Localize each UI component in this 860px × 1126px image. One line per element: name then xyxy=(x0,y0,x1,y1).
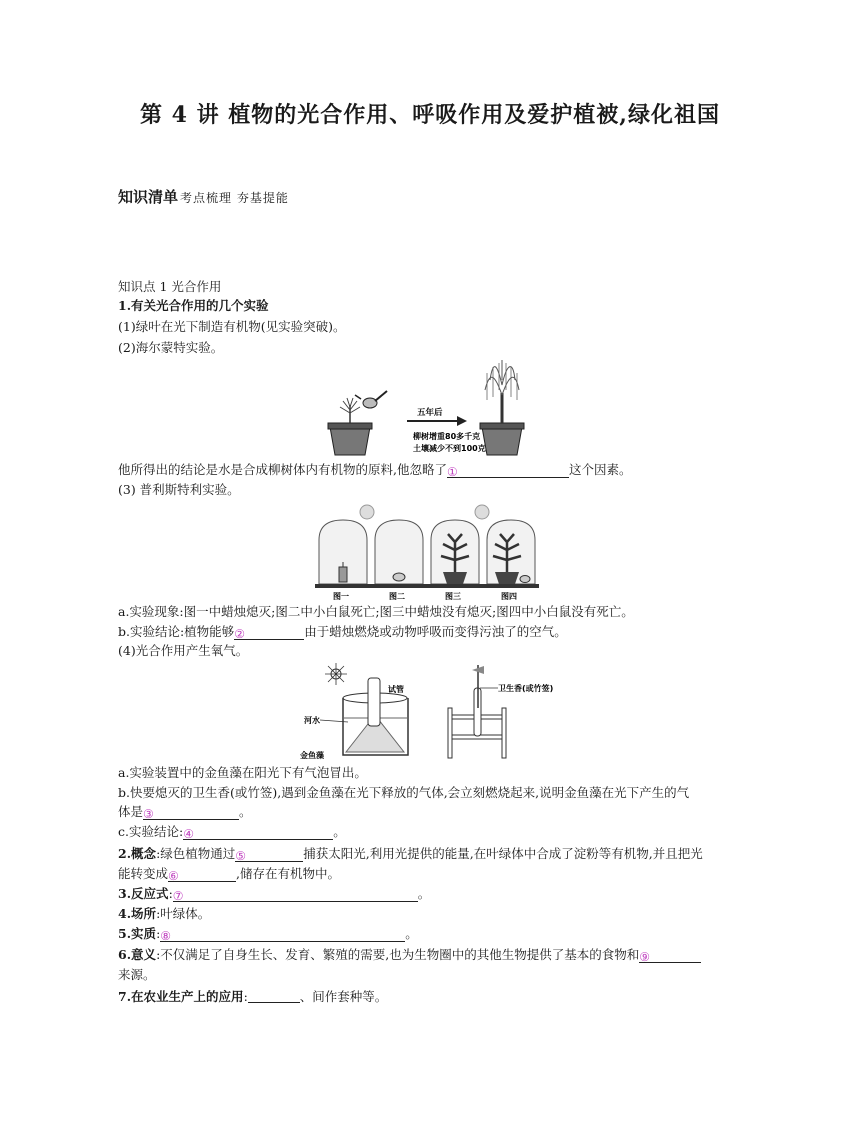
essence-suffix: 。 xyxy=(405,926,418,941)
conclusion-suffix: 。 xyxy=(333,824,346,839)
answer-blank-9[interactable] xyxy=(639,948,701,963)
concept-line-1 xyxy=(118,845,703,863)
application-suffix: 、间作套种等。 xyxy=(299,989,388,1004)
page-title: 第 4 讲 植物的光合作用、呼吸作用及爱护植被,绿化祖国 xyxy=(140,102,720,128)
concept-text: 捕获太阳光,利用光提供的能量,在叶绿体中合成了淀粉等有机物,并且把光 xyxy=(303,846,703,861)
application-label: 7.在农业生产上的应用 xyxy=(118,989,244,1004)
answer-blank-4[interactable] xyxy=(183,825,333,840)
watering-can-icon xyxy=(355,391,387,408)
arrow-label: 五年后 xyxy=(417,408,443,418)
blank-number-8: ⑧ xyxy=(160,929,172,943)
concept-label: 2.概念 xyxy=(118,846,157,861)
concept-suffix: ,储存在有机物中。 xyxy=(236,866,340,881)
label-water: 河水 xyxy=(304,716,320,725)
location-text: :叶绿体。 xyxy=(156,906,211,921)
essence-label: 5.实质 xyxy=(118,926,157,941)
helmont-conclusion xyxy=(118,461,632,479)
experiment-3-text: (3) 普利斯特利实验。 xyxy=(118,482,240,497)
oxygen-observation: a.实验装置中的金鱼藻在阳光下有气泡冒出。 xyxy=(118,765,367,780)
helmont-experiment-figure xyxy=(325,355,525,460)
concept-line-2 xyxy=(118,865,340,883)
helmont-result-1: 柳树增重80多千克 xyxy=(413,432,481,441)
essence-line xyxy=(118,925,418,943)
figure-label-1: 图一 xyxy=(333,592,349,601)
conclusion-text: 他所得出的结论是水是合成柳树体内有机物的原料,他忽略了 xyxy=(118,462,447,477)
conclusion-suffix: 这个因素。 xyxy=(568,462,632,477)
priestley-experiment-figure xyxy=(315,502,550,602)
gas-suffix: 。 xyxy=(239,804,252,819)
willow-tree-pot xyxy=(480,360,524,455)
answer-blank-7[interactable] xyxy=(173,887,418,902)
equation-line xyxy=(118,885,430,903)
gas-prefix: 体是 xyxy=(118,804,144,819)
location-line xyxy=(118,905,210,923)
conclusion-prefix: c.实验结论: xyxy=(118,824,184,839)
equation-colon: : xyxy=(168,886,173,901)
concept-prefix: :绿色植物通过 xyxy=(156,846,236,861)
label-algae: 金鱼藻 xyxy=(300,751,324,760)
blank-number-6: ⑥ xyxy=(168,869,179,883)
conclusion-suffix: 由于蜡烛燃烧或动物呼吸而变得污浊了的空气。 xyxy=(304,624,567,639)
section-subtitle: 考点梳理 夯基提能 xyxy=(180,191,289,205)
equation-suffix: 。 xyxy=(417,886,431,901)
significance-label: 6.意义 xyxy=(118,947,157,962)
oxygen-gas xyxy=(118,803,252,821)
figure-label-4: 图四 xyxy=(501,592,517,601)
concept-prefix-2: 能转变成 xyxy=(118,866,169,881)
sun-icon xyxy=(360,505,489,519)
bell-jar-1 xyxy=(319,520,367,584)
priestley-conclusion xyxy=(118,623,567,641)
answer-blank-8[interactable] xyxy=(160,927,405,942)
oxygen-conclusion xyxy=(118,823,346,841)
section-header xyxy=(118,186,289,207)
bell-jar-3 xyxy=(431,520,479,584)
oxygen-experiment-figure xyxy=(298,660,588,762)
application-line xyxy=(118,988,387,1006)
figure-label-2: 图二 xyxy=(389,592,405,601)
sun-icon xyxy=(325,663,347,685)
priestley-phenomenon: a.实验现象:图一中蜡烛熄灭;图二中小白鼠死亡;图三中蜡烛没有熄灭;图四中小白鼠没有死亡。 xyxy=(118,604,634,619)
answer-blank-6[interactable] xyxy=(168,867,236,882)
equation-label: 3.反应式 xyxy=(118,886,169,901)
blank-number-2: ② xyxy=(234,627,245,641)
blank-number-4: ④ xyxy=(183,827,194,841)
section-title: 知识清单 xyxy=(118,188,179,206)
heading-experiments: 1.有关光合作用的几个实验 xyxy=(118,298,269,313)
application-colon: : xyxy=(243,989,248,1004)
bell-jar-2 xyxy=(375,520,423,584)
significance-line-2: 来源。 xyxy=(118,967,156,982)
answer-blank-1[interactable] xyxy=(447,463,569,478)
blank-number-5: ⑤ xyxy=(235,849,247,863)
blank-number-9: ⑨ xyxy=(639,950,651,964)
significance-line-1 xyxy=(118,946,701,964)
experiment-1-text: (1)绿叶在光下制造有机物(见实验突破)。 xyxy=(118,319,346,334)
bell-jar-4 xyxy=(487,520,535,584)
figure-label-3: 图三 xyxy=(445,592,461,601)
location-label: 4.场所 xyxy=(118,906,157,921)
helmont-result-2: 土壤减少不到100克 xyxy=(413,444,486,453)
label-test-tube: 试管 xyxy=(388,685,404,694)
knowledge-point-heading: 知识点 1 光合作用 xyxy=(118,279,222,294)
significance-text: :不仅满足了自身生长、发育、繁殖的需要,也为生物圈中的其他生物提供了基本的食物和 xyxy=(156,947,640,962)
answer-blank-3[interactable] xyxy=(143,805,239,820)
blank-number-3: ③ xyxy=(143,807,154,821)
conclusion-prefix: b.实验结论:植物能够 xyxy=(118,624,235,639)
experiment-2-text: (2)海尔蒙特实验。 xyxy=(118,340,224,355)
label-stick: 卫生香(或竹签) xyxy=(498,684,554,693)
experiment-4-text: (4)光合作用产生氧气。 xyxy=(118,643,249,658)
essence-colon: : xyxy=(156,926,161,941)
blank-number-7: ⑦ xyxy=(172,889,184,903)
blank-number-1: ① xyxy=(446,465,458,479)
test-tube-rack xyxy=(448,665,506,758)
base-plate xyxy=(315,584,539,588)
oxygen-test: b.快要熄灭的卫生香(或竹签),遇到金鱼藻在光下释放的气体,会立刻燃烧起来,说明金鱼藻在光下产生的气 xyxy=(118,785,690,800)
answer-blank-5[interactable] xyxy=(235,847,303,862)
answer-blank-2[interactable] xyxy=(234,625,304,640)
answer-blank-10[interactable] xyxy=(248,988,300,1003)
